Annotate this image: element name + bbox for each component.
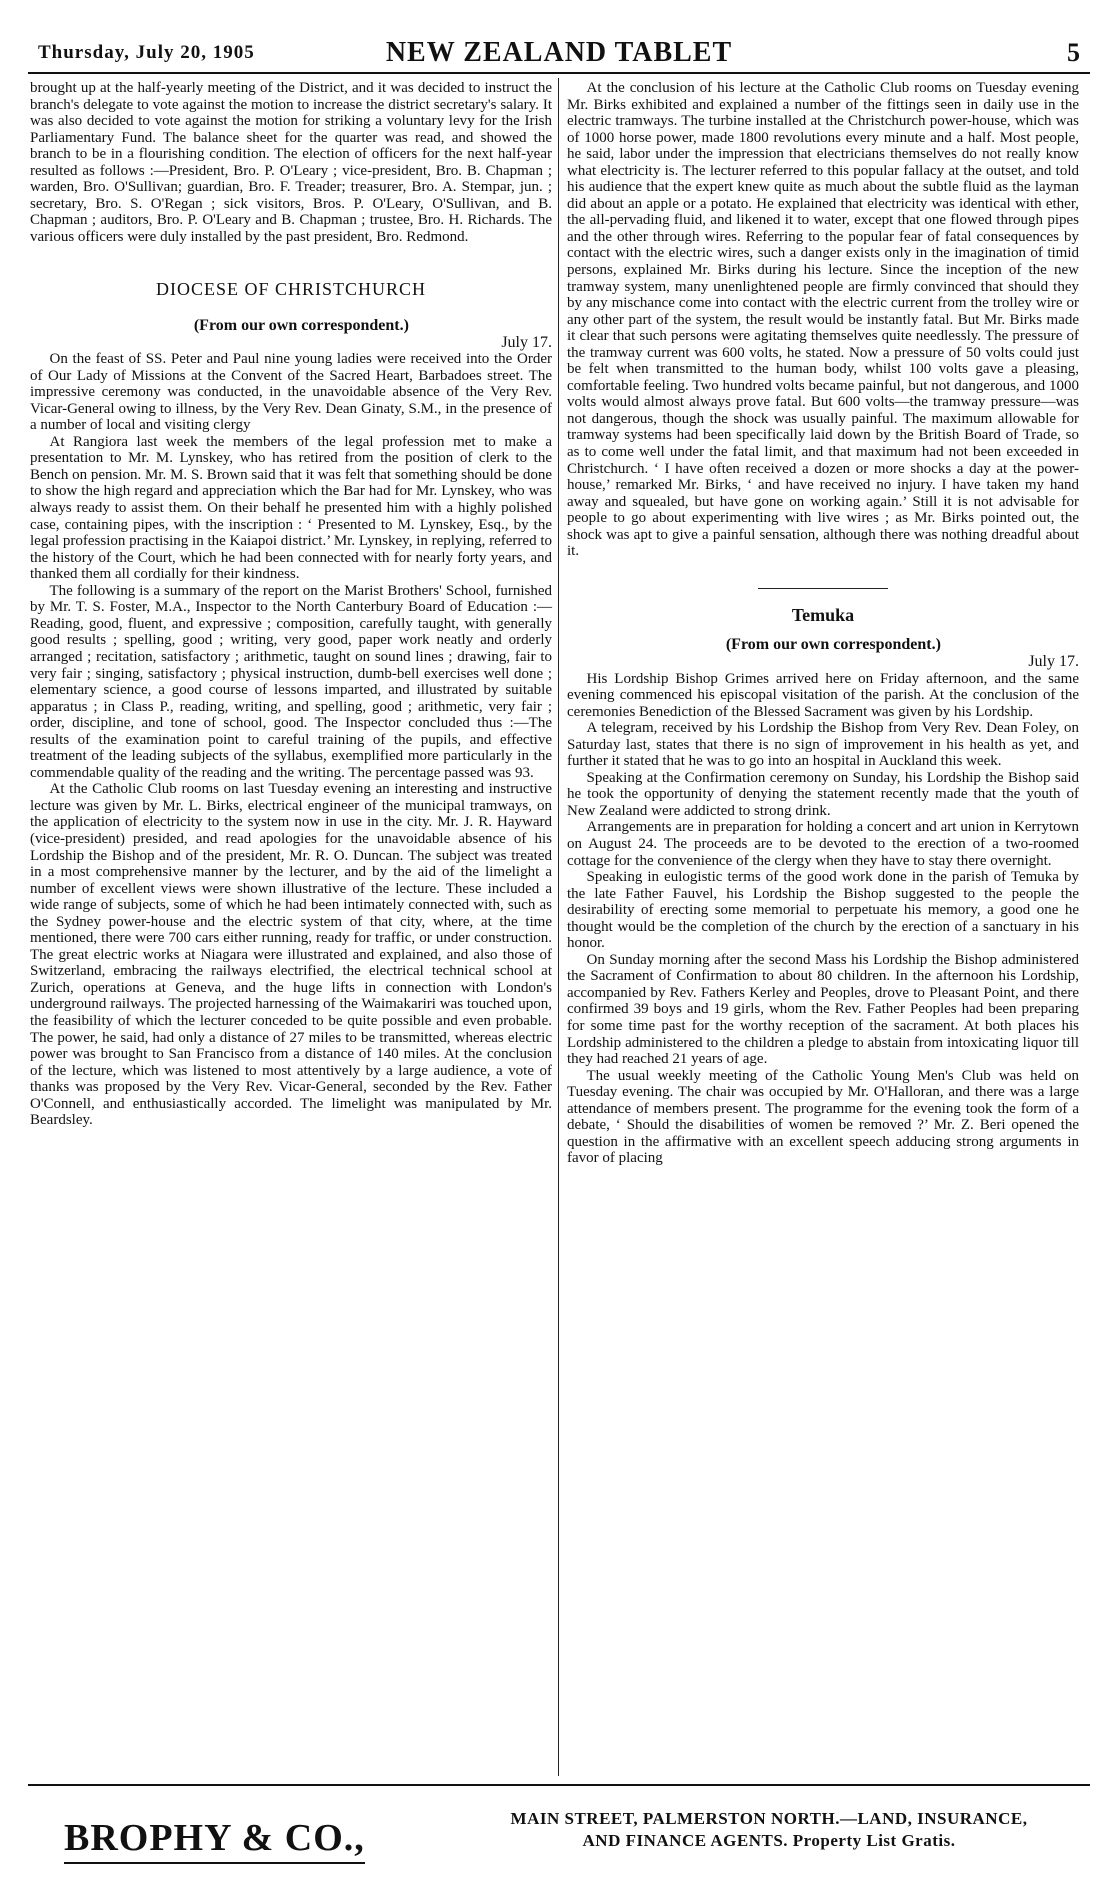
- article-paragraph: At the Catholic Club rooms on last Tuesday evening an interesting and instructive lecture was given by Mr. L. Birks, electrical engineer of the municipal tramways, on the application of electricity to the system now in use in the city. Mr. J. R. Hayward (vice-president) presided, and read apologies for the unavoidable absence of his Lordship the Bishop and of the president, Mr. R. O. Duncan. The subject was treated in a most comprehensive manner by the lecturer, and by the aid of the limelight a number of excellent views were shown illustrative of the lecture. These included a wide range of subjects, some of which he had been intimately connected with, such as the Sydney power-house and the electric system of that city, where, at the time mentioned, there were 700 cars either running, ready for traffic, or under construction. The great electric works at Niagara were illustrated and explained, and also those of Switzerland, embracing the railways electrified, the electrical technical school at Zurich, operations at Geneva, and the huge lifts in connection with London's underground railways. The projected harnessing of the Waimakariri was touched upon, the feasibility of which the lecturer conceded to be quite possible and even probable. The power, he said, had only a distance of 27 miles to be transmitted, whereas electric power was brought to San Francisco from a distance of 140 miles. At the conclusion of the lecture, which was listened to most attentively by a large audience, a vote of thanks was proposed by the Very Rev. Vicar-General, seconded by the Rev. Father O'Connell, and enthusiastically accorded. The limelight was manipulated by Mr. Beardsley.: [30, 781, 552, 1129]
- right-column: [567, 80, 1079, 1167]
- article-paragraph: Speaking in eulogistic terms of the good work done in the parish of Temuka by the late Father Fauvel, his Lordship the Bishop suggested to the people the desirability of erecting some memorial to perpetuate his memory, a good one he thought would be the completion of the church by the erection of a sanctuary in his honor.: [567, 869, 1079, 952]
- advertiser-name: BROPHY & CO.,: [64, 1816, 365, 1864]
- article-paragraph: At Rangiora last week the members of the legal profession met to make a presentation to Mr. M. Lynskey, who has retired from the position of clerk to the Bench on pension. Mr. M. S. Brown said that it was felt that something should be done to show the high regard and appreciation which the Bar had for Mr. Lynskey, who was always ready to assist them. On their behalf he presented him with a highly polished case, containing pipes, with the inscription : ‘ Presented to M. Lynskey, Esq., by the legal profession practising in the Kaiapoi district.’ Mr. Lynskey, in replying, referred to the history of the Court, which he had been connected with for nearly forty years, and thanked them all cordially for their kindness.: [30, 433, 552, 583]
- correspondent-line: (From our own correspondent.): [725, 636, 941, 654]
- column-divider: [558, 78, 559, 1776]
- advertiser-address: MAIN STREET, PALMERSTON NORTH.—LAND, INSURANCE,: [510, 1809, 1028, 1828]
- article-paragraph: brought up at the half-yearly meeting of the District, and it was decided to instruct the branch's delegate to vote against the motion to increase the district secretary's salary. It was also decided to vote against the motion for striking a voluntary levy for the Irish Parliamentary Fund. The balance sheet for the quarter was read, and showed the branch to be in a flourishing condition. The election of officers for the next half-year resulted as follows :—President, Bro. P. O'Leary ; vice-president, Bro. B. Chapman ; warden, Bro. O'Sullivan; guardian, Bro. F. Treader; treasurer, Bro. A. Stempar, jun. ; secretary, Bro. S. O'Regan ; sick visitors, Bros. P. O'Leary, O'Sullivan, and B. Chapman ; auditors, Bro. P. O'Leary and B. Chapman ; trustee, Bro. H. Richards. The various officers were duly installed by the past president, Bro. Redmond.: [30, 80, 552, 245]
- dateline: July 17.: [1028, 652, 1079, 670]
- section-heading-temuka: Temuka: [791, 604, 855, 625]
- issue-date: Thursday, July 20, 1905: [38, 42, 255, 63]
- advertiser-services: AND FINANCE AGENTS. Property List Gratis.: [582, 1831, 956, 1850]
- article-paragraph: The usual weekly meeting of the Catholic Young Men's Club was held on Tuesday evening. The chair was occupied by Mr. O'Halloran, and there was a large attendance of members present. The programme for the evening took the form of a debate, ‘ Should the disabilities of women be removed ?’ Mr. Z. Beri opened the question in the affirmative with an excellent speech adducing strong arguments in favor of placing: [567, 1067, 1079, 1167]
- masthead-title: NEW ZEALAND TABLET: [385, 37, 733, 68]
- left-column: [30, 80, 552, 1129]
- advertisement-footer: [28, 1800, 1090, 1870]
- article-paragraph: Speaking at the Confirmation ceremony on Sunday, his Lordship the Bishop said he took the opportunity of denying the statement recently made that the youth of New Zealand were addicted to strong drink.: [567, 769, 1079, 819]
- article-paragraph: His Lordship Bishop Grimes arrived here on Friday afternoon, and the same evening commenced his episcopal visitation of the parish. At the conclusion of the ceremonies Benediction of the Blessed Sacrament was given by his Lordship.: [567, 670, 1079, 720]
- dateline: July 17.: [501, 333, 552, 351]
- article-paragraph: A telegram, received by his Lordship the Bishop from Very Rev. Dean Foley, on Saturday last, states that there is no sign of improvement in his health as yet, and further it stated that he was to go into an hospital in Auckland this week.: [567, 720, 1079, 770]
- advertiser-details: [448, 1808, 1090, 1852]
- page-number: 5: [1067, 38, 1080, 67]
- footer-rule: [28, 1784, 1090, 1786]
- page-header: [28, 34, 1090, 74]
- correspondent-line: (From our own correspondent.): [193, 317, 409, 335]
- section-heading-diocese: DIOCESE OF CHRISTCHURCH: [155, 279, 427, 300]
- article-paragraph: At the conclusion of his lecture at the Catholic Club rooms on Tuesday evening Mr. Birks exhibited and explained a number of the fittings seen in daily use in the electric tramways. The turbine installed at the Christchurch power-house, which was of 1000 horse power, made 1800 revolutions every minute and a half. Most people, he said, labor under the impression that electricians themselves do not really know what electricity is. The lecturer referred to this popular fallacy at the outset, and told his audience that the expert knew quite as much about the subtle fluid as the layman did about an apple or a potato. He explained that electricity was identical with ether, the all-pervading fluid, and likened it to water, except that one flowed through pipes and the other through wires. Referring to the popular fear of fatal consequences by contact with the electric wires, such a danger exists only in the imagination of timid persons, explained Mr. Birks during his lecture. Since the inception of the new tramway system, many unenlightened people are firmly convinced that should they by any mischance come into contact with the electric current from the trolley wire or any other part of the system, the result would be instantly fatal. But Mr. Birks made it clear that such persons were agitating themselves quite needlessly. The pressure of the tramway current was 600 volts, he stated. Now a pressure of 50 volts could just be felt when transmitted to the human body, whilst 100 volts gave a pleasing, comfortable feeling. Two hundred volts became painful, but not dangerous, and 1000 volts would almost always prove fatal. But 600 volts—the tramway pressure—was not dangerous, though the shock was usually painful. The maximum allowable for tramway systems had been specifically laid down by the British Board of Trade, so as to come well under the fatal limit, and that maximum had not been exceeded in Christchurch. ‘ I have often received a dozen or more shocks a day at the power-house,’ remarked Mr. Birks, ‘ and have received no injury. I have taken my hand away and squealed, but have gone on working again.’ Still it is not advisable for people to go about experimenting with live wires ; as Mr. Birks pointed out, the shock was apt to give a painful sensation, although there was nothing dreadful about it.: [567, 80, 1079, 560]
- article-paragraph: On the feast of SS. Peter and Paul nine young ladies were received into the Order of Our Lady of Missions at the Convent of the Sacred Heart, Barbadoes street. The impressive ceremony was conducted, in the unavoidable absence of the Very Rev. Vicar-General owing to illness, by the Very Rev. Dean Ginaty, S.M., in the presence of a number of local and visiting clergy: [30, 351, 552, 434]
- article-paragraph: The following is a summary of the report on the Marist Brothers' School, furnished by Mr. T. S. Foster, M.A., Inspector to the North Canterbury Board of Education :—Reading, good, fluent, and expressive ; composition, carefully taught, with generally good results ; spelling, good ; writing, very good, paper work neatly and orderly arranged ; recitation, satisfactory ; arithmetic, taught on sound lines ; drawing, fair to very fair ; singing, satisfactory ; physical instruction, dumb-bell exercises well done ; elementary science, a good course of lessons imparted, and illustrated by suitable apparatus ; in Class P., reading, writing, and spelling, good ; arithmetic, very fair ; order, discipline, and tone of school, good. The Inspector concluded thus :—The results of the examination point to careful training of the pupils, and effective treatment of the leading subjects of the syllabus, exemplified more particularly in the commendable quality of the reading and the writing. The percentage passed was 93.: [30, 582, 552, 781]
- article-paragraph: On Sunday morning after the second Mass his Lordship the Bishop administered the Sacrament of Confirmation to about 80 children. In the afternoon his Lordship, accompanied by Rev. Fathers Kerley and Peoples, drove to Pleasant Point, and there confirmed 39 boys and 19 girls, whom the Rev. Father Peoples had been preparing for some time past for the worthy reception of the sacrament. At both places his Lordship administered to the children a pledge to abstain from intoxicating liquor till they had reached 21 years of age.: [567, 951, 1079, 1068]
- article-paragraph: Arrangements are in preparation for holding a concert and art union in Kerrytown on August 24. The proceeds are to be devoted to the erection of a two-roomed cottage for the convenience of the clergy when they have to stay there overnight.: [567, 819, 1079, 869]
- section-divider: [758, 588, 888, 589]
